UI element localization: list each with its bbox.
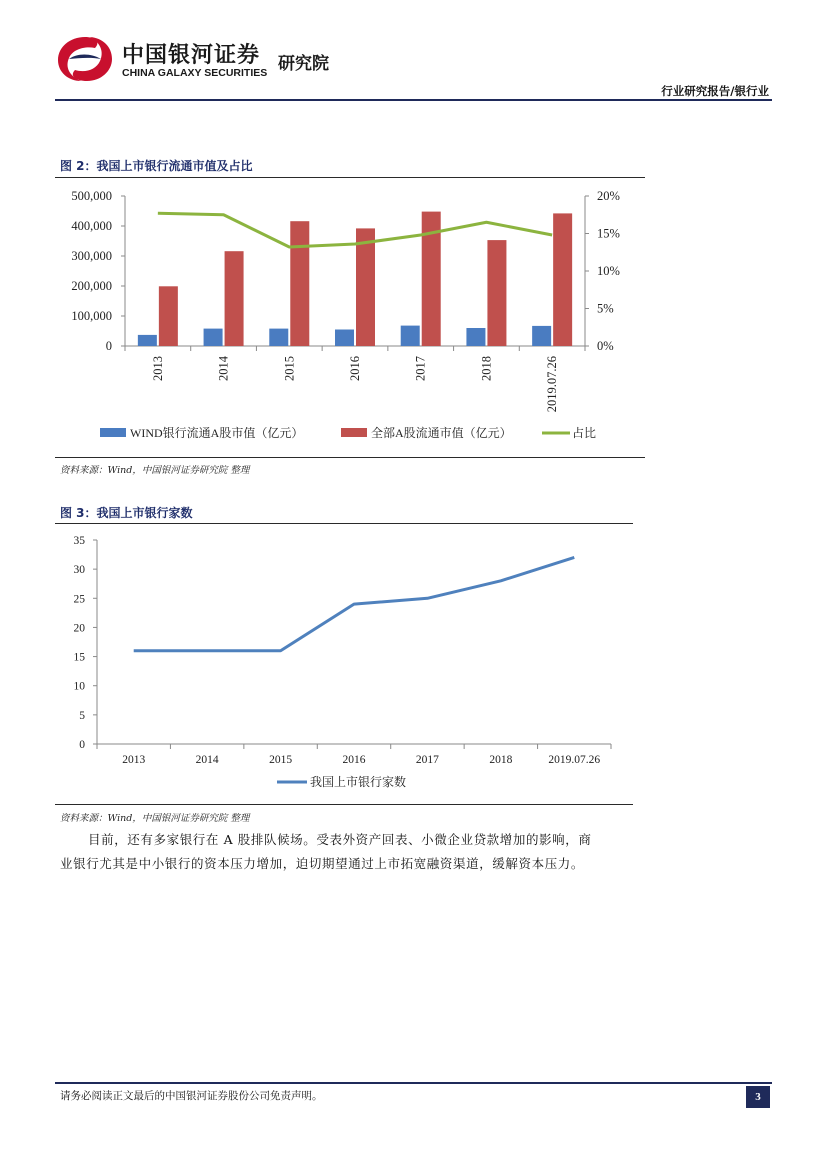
y-tick-label: 25: [73, 593, 85, 606]
y-tick-label: 100,000: [71, 309, 112, 323]
y-tick-label: 5: [79, 709, 85, 722]
bar-all-a-share-value: [290, 221, 309, 346]
chart-bank-count: [55, 526, 633, 801]
legend-item-bank-count: 我国上市银行家数: [310, 775, 407, 789]
x-tick-label: 2017: [415, 754, 439, 766]
x-tick-label: 2018: [479, 356, 494, 381]
bar-bank-market-value: [204, 329, 223, 346]
legend-item-all-a-share: 全部A股流通市值（亿元）: [371, 426, 512, 440]
brand-department: 研究院: [278, 54, 329, 74]
y-tick-label: 400,000: [71, 219, 112, 233]
y-tick-label: 0: [79, 739, 85, 751]
bar-bank-market-value: [138, 335, 157, 346]
legend-item-bank-value: WIND银行流通A股市值（亿元）: [130, 426, 304, 440]
footer-disclaimer: 请务必阅读正文最后的中国银河证券股份公司免责声明。: [60, 1090, 323, 1102]
bar-all-a-share-value: [356, 228, 375, 346]
x-tick-label: 2015: [282, 356, 297, 381]
bar-bank-market-value: [269, 329, 288, 346]
brand-name-cn: 中国银河证券: [122, 43, 261, 68]
x-tick-label: 2015: [269, 754, 293, 766]
figure3-source: 资料来源：Wind，中国银河证券研究院 整理: [60, 813, 250, 824]
bar-bank-market-value: [466, 328, 485, 346]
figure2-source: 资料来源：Wind，中国银河证券研究院 整理: [60, 465, 250, 476]
bar-all-a-share-value: [159, 286, 178, 346]
chart-market-value: [55, 180, 645, 450]
header-rule: [55, 99, 772, 101]
x-tick-label: 2014: [216, 356, 231, 381]
x-tick-label: 2019.07.26: [548, 754, 601, 766]
bar-bank-market-value: [401, 326, 420, 346]
x-tick-label: 2013: [122, 754, 146, 766]
figure2-bottom-rule: [55, 457, 645, 458]
y-tick-label: 500,000: [71, 189, 112, 203]
x-tick-label: 2016: [348, 356, 362, 381]
y-tick-label: 300,000: [71, 249, 112, 263]
y2-tick-label: 10%: [597, 264, 620, 278]
galaxy-logo: [55, 34, 115, 84]
paragraph-line-2: 业银行尤其是中小银行的资本压力增加，迫切期望通过上市拓宽融资渠道，缓解资本压力。: [60, 856, 585, 871]
y-tick-label: 200,000: [71, 279, 112, 293]
figure3-bottom-rule: [55, 804, 633, 805]
y2-tick-label: 15%: [597, 226, 620, 241]
y2-tick-label: 0%: [597, 339, 614, 353]
x-tick-label: 2013: [150, 356, 165, 381]
figure3-title: 图 3：我国上市银行家数: [60, 506, 193, 520]
legend-item-all-a-share-swatch: [341, 428, 367, 437]
y2-tick-label: 20%: [597, 189, 620, 203]
legend-item-bank-value-swatch: [100, 428, 126, 437]
report-type-label: 行业研究报告/银行业: [661, 84, 769, 98]
paragraph-line-1: 目前，还有多家银行在 A 股排队候场。受表外资产回表、小微企业贷款增加的影响，商: [88, 832, 592, 847]
figure2-title: 图 2：我国上市银行流通市值及占比: [60, 159, 253, 173]
legend-item-ratio: 占比: [572, 426, 597, 440]
y-tick-label: 15: [73, 651, 85, 664]
figure3-top-rule: [55, 523, 633, 524]
y-tick-label: 35: [73, 535, 85, 547]
y-tick-label: 10: [73, 680, 85, 693]
page-number: 3: [746, 1086, 770, 1108]
series-line-bank-count: [134, 557, 575, 650]
y-tick-label: 30: [73, 564, 85, 577]
bar-bank-market-value: [335, 330, 354, 347]
x-tick-label: 2018: [489, 754, 513, 766]
brand-name-en: CHINA GALAXY SECURITIES: [122, 67, 268, 79]
x-tick-label: 2014: [195, 754, 219, 766]
bar-all-a-share-value: [225, 251, 244, 346]
bar-bank-market-value: [532, 326, 551, 346]
x-tick-label: 2019.07.26: [545, 356, 560, 413]
x-tick-label: 2016: [342, 754, 366, 766]
bar-all-a-share-value: [553, 213, 572, 346]
bar-all-a-share-value: [487, 240, 506, 346]
y-tick-label: 20: [73, 622, 85, 635]
x-tick-label: 2017: [413, 356, 428, 381]
y-tick-label: 0: [105, 339, 112, 353]
y2-tick-label: 5%: [597, 301, 614, 316]
footer-rule: [55, 1082, 772, 1084]
figure2-top-rule: [55, 177, 645, 178]
